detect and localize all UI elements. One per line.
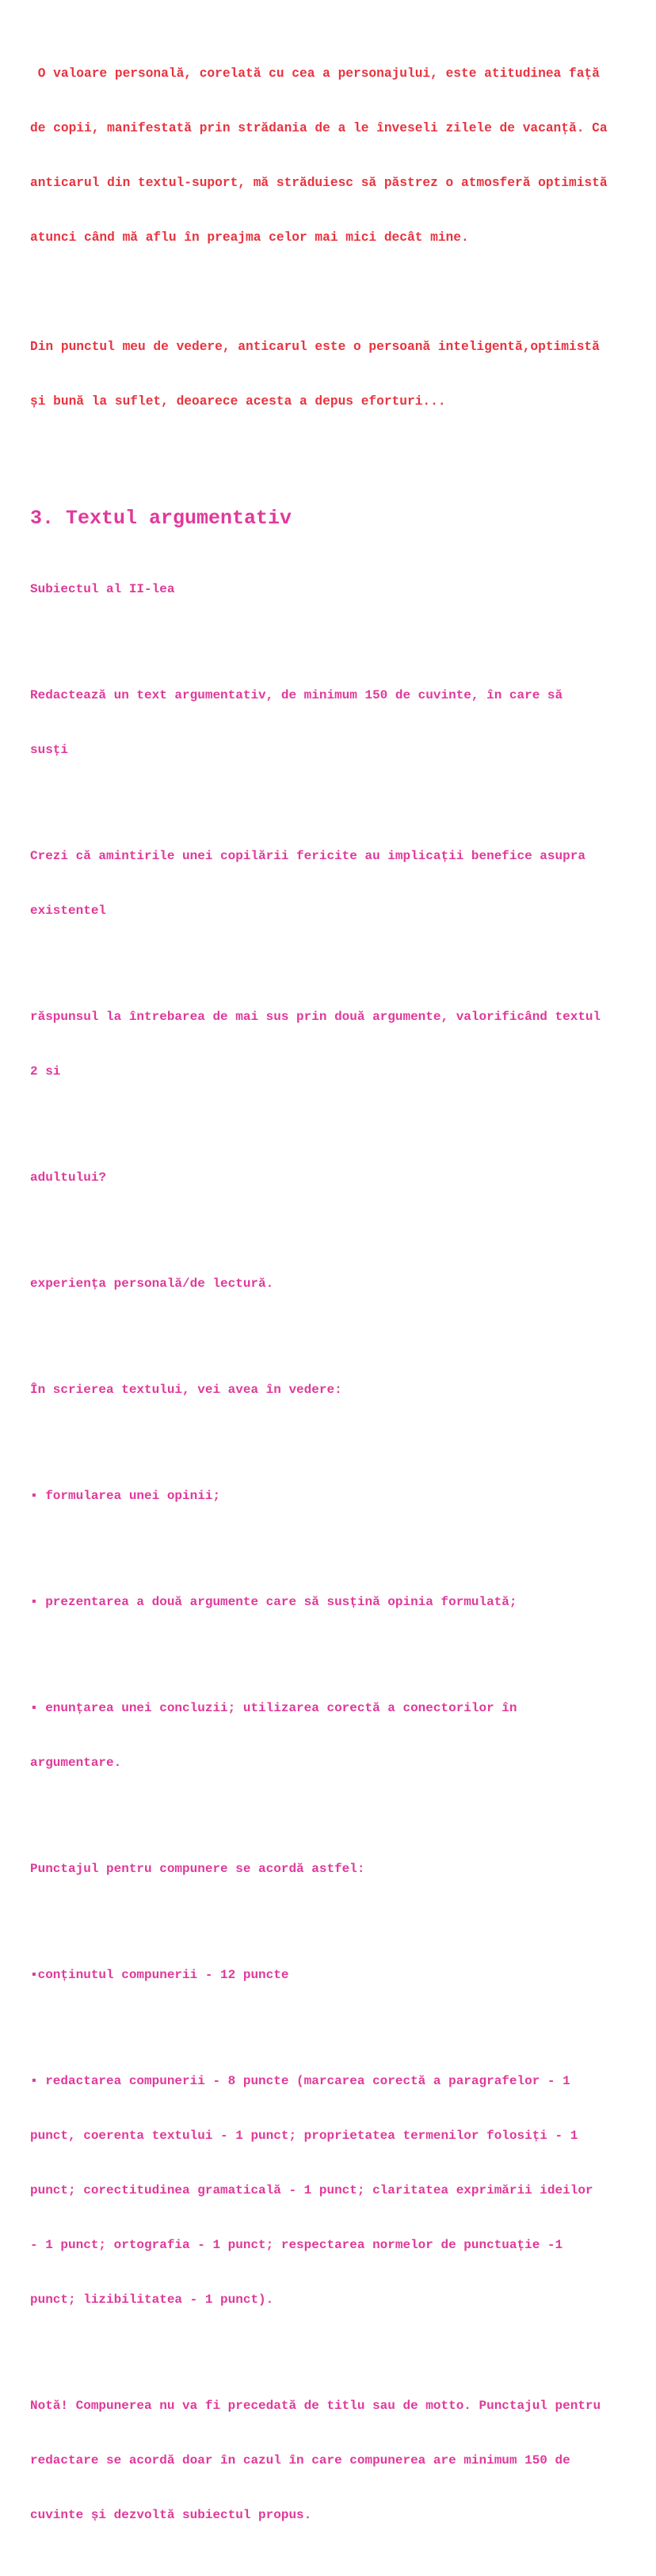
text-line: O valoare personală, corelată cu cea a personajului, este atitudinea față: [30, 67, 600, 81]
text-line: cuvinte și dezvoltă subiectul propus.: [30, 2508, 312, 2522]
document-page: [30, 29, 632, 2576]
text-line: Subiectul al II-lea: [30, 582, 175, 596]
text-line: de copii, manifestată prin strădania de a le înveseli zilele de vacanță. Ca: [30, 121, 608, 135]
intro-paragraph-opinion: [30, 302, 632, 447]
note-paragraph: [30, 2361, 632, 2561]
text-line: Crezi că amintirile unei copilării fericite au implicații benefice asupra: [30, 849, 585, 863]
text-line: existentel: [30, 904, 107, 918]
text-line: Punctajul pentru compunere se acordă astfel:: [30, 1862, 365, 1876]
task-answer-requirement: [30, 972, 632, 1117]
scoring-item-writing: [30, 2036, 632, 2346]
criteria-item-opinion: [30, 1451, 632, 1542]
text-line: Redactează un text argumentativ, de minimum 150 de cuvinte, în care să: [30, 688, 563, 702]
text-line: atunci când mă aflu în preajma celor mai mici decât mine.: [30, 230, 469, 245]
text-line: susți: [30, 743, 69, 757]
text-line: adultului?: [30, 1170, 107, 1185]
text-line: Din punctul meu de vedere, anticarul este o persoană inteligentă,optimistă: [30, 340, 600, 354]
task-fragment-experience: [30, 1239, 632, 1330]
scoring-item-content: [30, 1930, 632, 2021]
text-line: punct; lizibilitatea - 1 punct).: [30, 2293, 274, 2307]
text-line: Notă! Compunerea nu va fi precedată de titlu sau de motto. Punctajul pentru: [30, 2399, 601, 2413]
text-line: anticarul din textul-suport, mă străduiesc să păstrez o atmosferă optimistă: [30, 176, 608, 190]
task-question: [30, 811, 632, 957]
text-line: ▪ prezentarea a două argumente care să susțină opinia formulată;: [30, 1595, 517, 1609]
text-line: punct; corectitudinea gramaticală - 1 punct; claritatea exprimării ideilor: [30, 2183, 593, 2197]
criteria-item-arguments: [30, 1557, 632, 1648]
text-line: În scrierea textului, vei avea în vedere:: [30, 1383, 342, 1397]
text-line: ▪ enunțarea unei concluzii; utilizarea corectă a conectorilor în: [30, 1701, 517, 1715]
criteria-item-conclusion: [30, 1663, 632, 1809]
subject-label: [30, 544, 632, 635]
text-line: redactare se acordă doar în cazul în care compunerea are minimum 150 de: [30, 2453, 570, 2468]
text-line: experiența personală/de lectură.: [30, 1277, 274, 1291]
text-line: ▪ formularea unei opinii;: [30, 1489, 221, 1503]
text-line: punct, coerenta textului - 1 punct; proprietatea termenilor folosiți - 1: [30, 2129, 578, 2143]
criteria-intro: [30, 1345, 632, 1436]
intro-paragraph-personal-value: [30, 29, 632, 283]
text-line: răspunsul la întrebarea de mai sus prin două argumente, valorificând textul: [30, 1010, 601, 1024]
task-fragment-adult: [30, 1132, 632, 1223]
text-line: ▪conținutul compunerii - 12 puncte: [30, 1968, 289, 1982]
scoring-intro: [30, 1824, 632, 1915]
text-line: - 1 punct; ortografia - 1 punct; respectarea normelor de punctuație -1: [30, 2238, 563, 2252]
task-instruction: [30, 650, 632, 796]
text-line: argumentare.: [30, 1756, 122, 1770]
text-line: 2 si: [30, 1064, 61, 1079]
section-heading: 3. Textul argumentativ: [30, 507, 292, 530]
text-line: ▪ redactarea compunerii - 8 puncte (marcarea corectă a paragrafelor - 1: [30, 2074, 570, 2088]
text-line: și bună la suflet, deoarece acesta a depus eforturi...: [30, 394, 446, 409]
